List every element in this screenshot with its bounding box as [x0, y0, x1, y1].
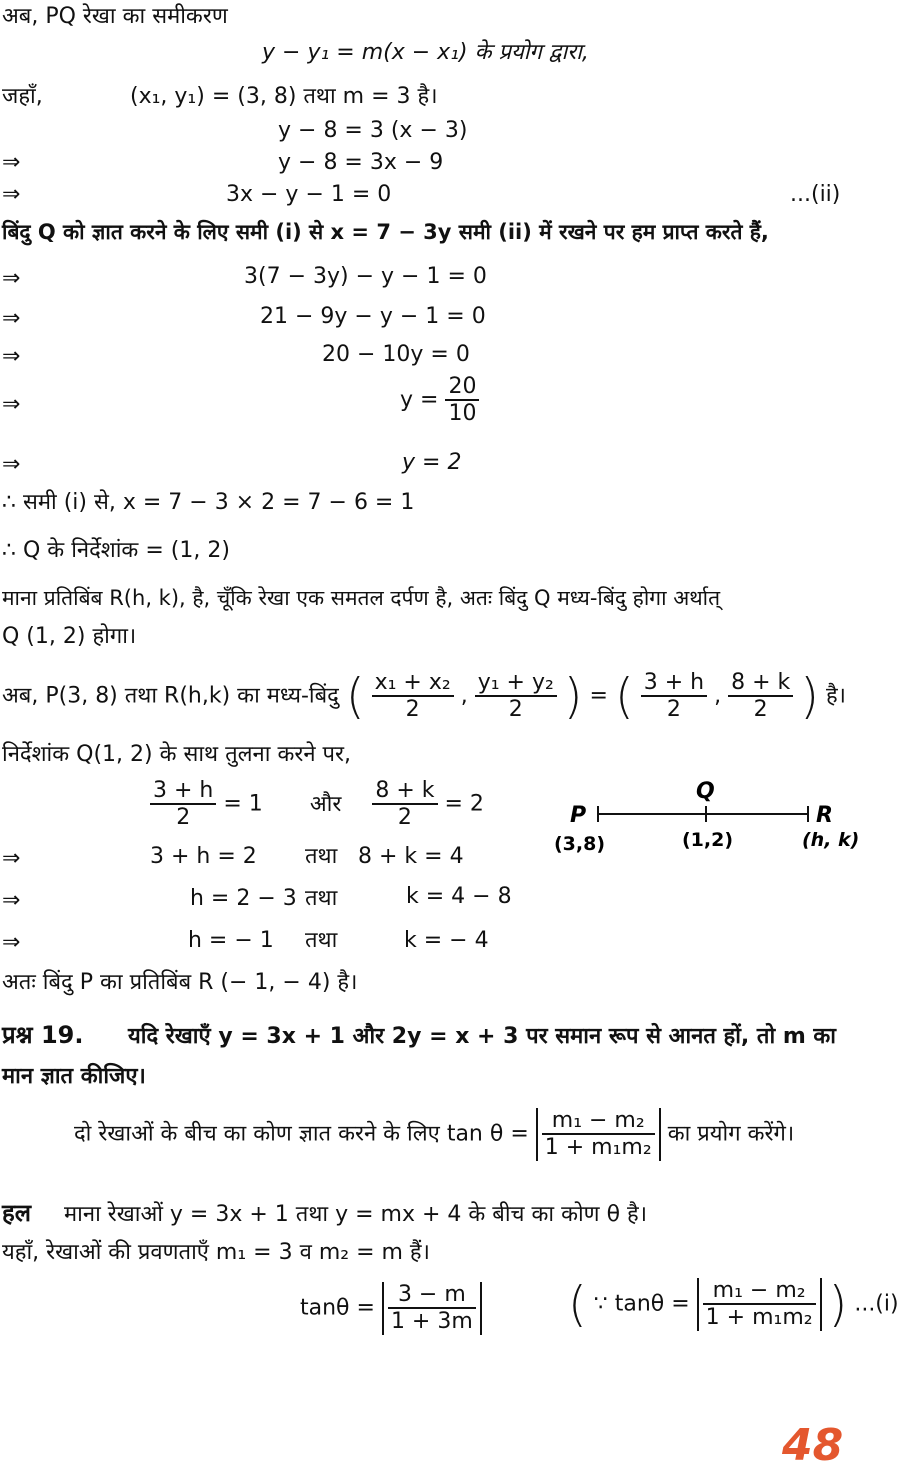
line-23: अतः बिंदु P का प्रतिबिंब R (− 1, − 4) है। [2, 970, 358, 995]
fraction [703, 1278, 816, 1331]
paren-close: ) [828, 1276, 848, 1333]
denominator: 1 + m₁m₂ [705, 1305, 813, 1331]
implies-symbol: ⇒ [2, 888, 21, 913]
line-14: ∴ Q के निर्देशांक = (1, 2) [2, 538, 230, 563]
point-label-p: P [570, 803, 587, 828]
line-21c: k = 4 − 8 [406, 884, 512, 909]
fraction [542, 1108, 655, 1161]
question-text-2: मान ज्ञात कीजिए। [2, 1064, 146, 1089]
tan-label: tanθ = [300, 1295, 375, 1321]
line-2: y − y₁ = m(x − x₁) के प्रयोग द्वारा, [262, 40, 589, 65]
line-19 [150, 778, 484, 831]
denominator: 1 + m₁m₂ [544, 1135, 652, 1161]
line-11 [400, 374, 479, 427]
fraction [641, 670, 707, 723]
paren-open: ( [345, 668, 365, 725]
line-20b: तथा [305, 844, 338, 869]
numerator: y₁ + y₂ [475, 670, 557, 697]
paren-open: ( [568, 1276, 587, 1333]
coord-label-q: (1,2) [682, 829, 734, 851]
line-1: अब, PQ रेखा का समीकरण [2, 4, 228, 29]
page-number: 48 [782, 1420, 844, 1471]
tan-formula-reference [568, 1278, 899, 1331]
equals-two: = 2 [444, 791, 484, 817]
numerator: 8 + k [728, 670, 793, 697]
denominator: 10 [448, 401, 477, 427]
implies-symbol: ⇒ [2, 452, 21, 477]
line-20a: 3 + h = 2 [150, 844, 257, 869]
implies-symbol: ⇒ [2, 344, 21, 369]
solution-line-2: यहाँ, रेखाओं की प्रवणताएँ m₁ = 3 व m₂ = m हैं। [2, 1240, 430, 1265]
line-22b: तथा [305, 928, 338, 953]
conjunction: और [309, 791, 342, 817]
line-3-label: जहाँ, [2, 84, 43, 109]
denominator: 2 [397, 805, 412, 831]
suffix: है। [825, 683, 847, 709]
absolute-value [536, 1108, 661, 1161]
because-tan: ∵ tanθ = [593, 1291, 690, 1317]
question-label: प्रश्न 19. [2, 1021, 84, 1049]
hint-line [74, 1108, 794, 1161]
denominator: 2 [753, 697, 768, 723]
paren-open: ( [614, 668, 634, 725]
point-label-q: Q [696, 779, 715, 804]
implies-symbol: ⇒ [2, 392, 21, 417]
comma: , [460, 683, 468, 709]
numerator: x₁ + x₂ [372, 670, 454, 697]
coord-label-r: (h, k) [802, 829, 860, 851]
line-13: ∴ समी (i) से, x = 7 − 3 × 2 = 7 − 6 = 1 [2, 490, 415, 515]
line-3: (x₁, y₁) = (3, 8) तथा m = 3 है। [130, 84, 438, 109]
line-7: बिंदु Q को ज्ञात करने के लिए समी (i) से x = 7 − 3y समी (ii) में रखने पर हम प्राप्त करते हैं, [2, 220, 769, 244]
line-4: y − 8 = 3 (x − 3) [278, 118, 468, 143]
numerator: 3 − m [388, 1282, 476, 1309]
absolute-value [697, 1278, 822, 1331]
equals-one: = 1 [223, 791, 263, 817]
hint-text-end: का प्रयोग करेंगे। [667, 1121, 795, 1147]
denominator: 2 [666, 697, 681, 723]
numerator: 8 + k [372, 778, 437, 805]
line-12: y = 2 [402, 450, 462, 475]
fraction [388, 1282, 476, 1335]
numerator: 3 + h [641, 670, 707, 697]
line-16: Q (1, 2) होगा। [2, 624, 137, 649]
denominator: 2 [405, 697, 420, 723]
line-5: y − 8 = 3x − 9 [278, 150, 444, 175]
fraction [728, 670, 793, 723]
equation-ref: ...(ii) [790, 182, 841, 207]
implies-symbol: ⇒ [2, 182, 21, 207]
implies-symbol: ⇒ [2, 266, 21, 291]
denominator: 2 [176, 805, 191, 831]
hint-text: दो रेखाओं के बीच का कोण ज्ञात करने के लिए tan θ = [74, 1121, 529, 1147]
implies-symbol: ⇒ [2, 306, 21, 331]
coord-label-p: (3,8) [554, 833, 606, 855]
y-equals: y = [400, 387, 439, 413]
line-8: 3(7 − 3y) − y − 1 = 0 [244, 264, 487, 289]
fraction [372, 670, 454, 723]
line-21b: तथा [305, 886, 338, 911]
point-label-r: R [816, 803, 833, 828]
line-20c: 8 + k = 4 [358, 844, 464, 869]
denominator: 2 [508, 697, 523, 723]
absolute-value [382, 1282, 482, 1335]
line-9: 21 − 9y − y − 1 = 0 [260, 304, 486, 329]
solution-line-1: माना रेखाओं y = 3x + 1 तथा y = mx + 4 के बीच का कोण θ है। [64, 1202, 648, 1227]
midpoint-text: अब, P(3, 8) तथा R(h,k) का मध्य-बिंदु [2, 683, 339, 709]
tan-equation [300, 1282, 482, 1335]
line-6: 3x − y − 1 = 0 [226, 182, 392, 207]
paren-close: ) [800, 668, 819, 725]
implies-symbol: ⇒ [2, 846, 21, 871]
question-text: यदि रेखाएँ y = 3x + 1 और 2y = x + 3 पर समान रूप से आनत हों, तो m का [128, 1024, 836, 1049]
implies-symbol: ⇒ [2, 150, 21, 175]
line-22a: h = − 1 [188, 928, 274, 953]
line-22c: k = − 4 [404, 928, 489, 953]
line-15: माना प्रतिबिंब R(h, k), है, चूँकि रेखा एक समतल दर्पण है, अतः बिंदु Q मध्य-बिंदु होगा अर्थात् [2, 586, 721, 610]
denominator: 1 + 3m [390, 1309, 473, 1335]
fraction [372, 778, 437, 831]
numerator: m₁ − m₂ [542, 1108, 655, 1135]
fraction [445, 374, 479, 427]
line-10: 20 − 10y = 0 [322, 342, 470, 367]
line-17 [2, 670, 846, 723]
numerator: m₁ − m₂ [703, 1278, 816, 1305]
line-21a: h = 2 − 3 [190, 886, 297, 911]
numerator: 3 + h [150, 778, 216, 805]
implies-symbol: ⇒ [2, 930, 21, 955]
equals: = [589, 683, 608, 709]
line-18: निर्देशांक Q(1, 2) के साथ तुलना करने पर, [2, 742, 352, 767]
fraction [475, 670, 557, 723]
numerator: 20 [445, 374, 479, 401]
segment-diagram [550, 776, 870, 856]
comma: , [714, 683, 722, 709]
solution-label: हल [2, 1199, 32, 1227]
paren-close: ) [563, 668, 583, 725]
fraction [150, 778, 216, 831]
equation-ref: ...(i) [854, 1291, 899, 1317]
